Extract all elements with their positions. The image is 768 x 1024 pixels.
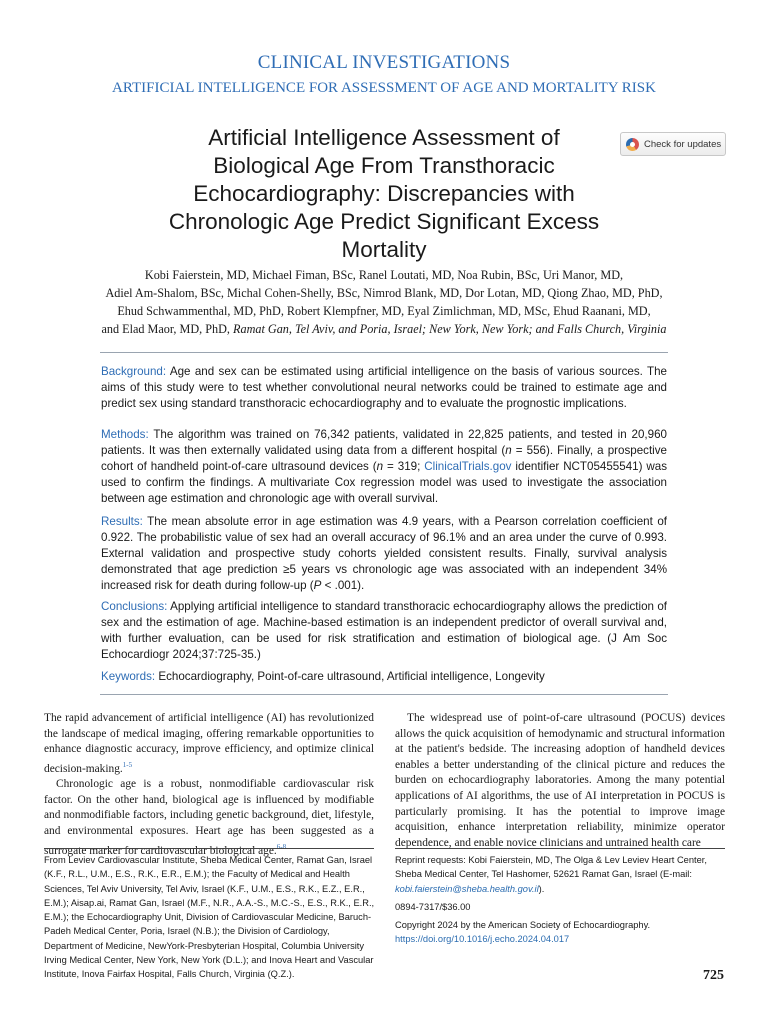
results-label: Results: [101,515,143,528]
author-line: Ehud Schwammenthal, MD, PhD, Robert Klempfner, MD, Eyal Zimlichman, MD, MSc, Ehud Raanani, MD, [117,304,651,318]
reprint-text: Reprint requests: Kobi Faierstein, MD, The Olga & Lev Leviev Heart Center, Sheba Medical Center, Tel Hashomer, 52621 Ramat Gan, Israel (E-mail: [395,855,707,880]
keywords-label: Keywords: [101,670,156,683]
title-line: Chronologic Age Predict Significant Excess [168,209,600,234]
affiliations-footnote [44,853,376,986]
author-line: Adiel Am-Shalom, BSc, Michal Cohen-Shelly, BSc, Nimrod Blank, MD, Dor Lotan, MD, Qiong Zhao, MD, PhD, [105,286,663,300]
background-label: Background: [101,365,167,378]
abstract-conclusions [101,599,667,663]
doi-link[interactable]: https://doi.org/10.1016/j.echo.2024.04.017 [395,934,570,945]
affiliations-text: From Leviev Cardiovascular Institute, Sheba Medical Center, Ramat Gan, Israel (K.F., R.L., U.M., E.S., R.K., E.R., E.M.); the Faculty of Medical and Health Sciences, Tel Aviv University, Tel Aviv, Israel (K.F., U.M., E.S., R.K., E.Z., E.R., E.M.); Aisap.ai, Ramat Gan, Israel (M.F., N.R., A.A.-S., M.C.-S., E.S., R.K., E.R., E.M.); the Echocardiography Unit, Division of Cardiovascular Medicine, Baruch-Padeh Medical Center, Poria, Israel (N.B.); the Division of Cardiology, Department of Medicine, NewYork-Presbyterian Hospital, Columbia University Irving Medical Center, New York, New York (D.L.); and Inova Heart and Vascular Institute, Inova Fairfax Hospital, Falls Church, Virginia (Q.Z.). [44,855,375,980]
keywords-text: Echocardiography, Point-of-care ultrasound, Artificial intelligence, Longevity [158,670,545,683]
methods-text: = 319; [383,460,425,473]
section-heading: CLINICAL INVESTIGATIONS [257,52,511,73]
reprint-footnote [395,853,727,951]
reprint-requests [395,853,727,896]
title-line: Mortality [341,237,427,262]
body-column-right [395,711,725,851]
footnote-rule-right [395,848,725,849]
citation-ref[interactable]: 6-8 [276,842,287,851]
methods-text: The algorithm was trained on 76,342 patients, validated in 22,825 patients, and tested in 20,960 patients. It was then externally validated using data from a different hospital ( [101,428,667,457]
abstract-keywords [101,669,667,685]
body-column-left [44,711,374,859]
methods-text: identifier NCT05455541) was used to confirm the findings. A multivariate Cox regression model was used to investigate the association between age estimation and chronologic age with overall survival. [101,460,668,505]
issn: 0894-7317/$36.00 [395,901,471,912]
results-text: The mean absolute error in age estimation was 4.9 years, with a Pearson correlation coefficient of 0.922. The probabilistic value of sex had an overall accuracy of 96.1% and an area under the curve of 0.993. External validation and prospective study cohorts yielded consistent results. Finally, survival analysis demonstrated that age prediction ≥5 years vs chronologic age was associated with an independent 34% increased risk for death during follow-up ( [101,515,667,592]
title-line: Biological Age From Transthoracic [213,153,555,178]
subsection-heading: ARTIFICIAL INTELLIGENCE FOR ASSESSMENT OF AGE AND MORTALITY RISK [112,80,656,96]
results-text: < .001). [321,579,365,592]
methods-n: n [376,460,384,473]
author-last: and Elad Maor, MD, PhD, [101,322,230,336]
methods-n: n [505,444,512,457]
conclusions-label: Conclusions: [101,600,168,613]
paragraph-text: The rapid advancement of artificial intelligence (AI) has revolutionized the landscape of medical imaging, offering remarkable opportunities to enhance diagnostic accuracy, improve efficiency, and optimize clinical decision-making. [44,712,374,775]
paragraph: The widespread use of point-of-care ultrasound (POCUS) devices allows the quick acquisition of hemodynamic and structural information at the patient's bedside. The increasing adoption of handheld devices enables a better understanding of the clinical picture and reduces the burden on echocardiography laboratories. Among the many potential applications of AI algorithms, the use of AI interpretation in POCUS is particularly promising. It has the potential to improve image acquisition, enhance interpretation reliability, minimize operator dependence, and enable novice clinicians and untrained health care [395,712,725,849]
check-for-updates-button[interactable] [620,132,726,156]
title-line: Artificial Intelligence Assessment of [208,125,560,150]
paragraph [44,777,374,859]
author-line: Kobi Faierstein, MD, Michael Fiman, BSc, Ranel Loutati, MD, Noa Rubin, BSc, Uri Manor, MD, [144,268,624,282]
abstract-methods [101,427,667,507]
results-p: P [313,579,322,592]
author-locations: Ramat Gan, Tel Aviv, and Poria, Israel; New York, New York; and Falls Church, Virginia [233,322,667,336]
abstract-results [101,514,667,594]
footnote-rule-left [44,848,374,849]
abstract-bottom-rule [100,694,668,695]
article-title [120,124,648,264]
title-line: Echocardiography: Discrepancies with [193,181,575,206]
abstract-top-rule [100,352,668,353]
crossmark-icon [626,138,639,151]
abstract-background [101,364,667,412]
check-for-updates-label: Check for updates [644,138,722,150]
paragraph-text: Chronologic age is a robust, nonmodifiable cardiovascular risk factor. On the other hand, biological age is influenced by modifiable and nonmodifiable factors, including genetic background, diet, lifestyle, and environmental exposures. Heart age has been suggested as a surrogate marker for cardiovascular biological age. [44,778,374,857]
copyright: Copyright 2024 by the American Society of Echocardiography. [395,920,651,931]
author-list [60,266,708,338]
citation-ref[interactable]: 1-5 [122,760,133,769]
background-text: Age and sex can be estimated using artificial intelligence on the basis of various sources. The aims of this study were to test whether convolutional neural networks could be trained to estimate age and predict sex using standard transthoracic echocardiography and to evaluate the prognostic implications. [101,365,667,410]
author-line [60,320,708,338]
methods-text: = 556). Finally, a prospective cohort of handheld point-of-care ultrasound devices ( [101,444,667,473]
methods-label: Methods: [101,428,149,441]
reprint-text: ). [538,883,545,894]
page-number: 725 [703,968,724,983]
paragraph [44,711,374,777]
email-link[interactable]: kobi.faierstein@sheba.health.gov.il [395,883,539,894]
clinicaltrials-link[interactable]: ClinicalTrials.gov [424,460,512,473]
conclusions-text: Applying artificial intelligence to standard transthoracic echocardiography allows the prediction of sex and the estimation of age. Machine-based estimation is an independent predictor of overall survival and, with further evaluation, can be used for risk stratification and estimation of biological age. (J Am Soc Echocardiogr 2024;37:725-35.) [101,600,667,661]
